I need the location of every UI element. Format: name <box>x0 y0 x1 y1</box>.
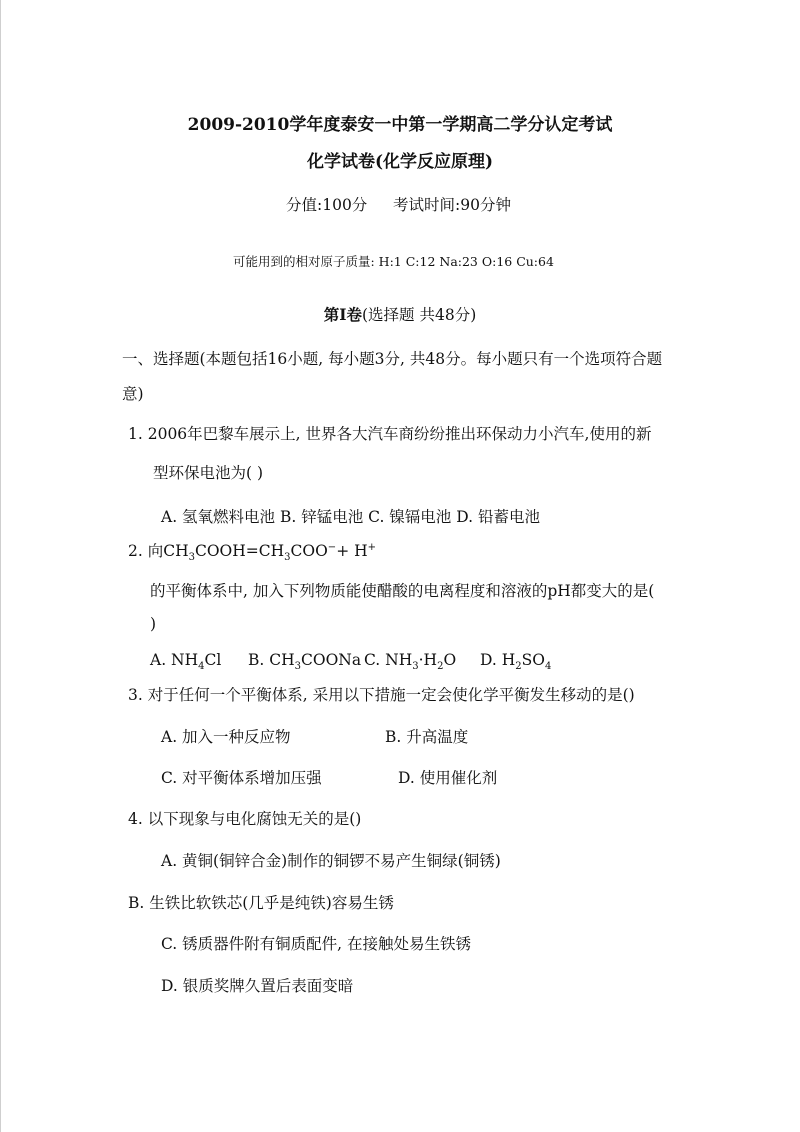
q2-option-a: A. $NH_4Cl$ <box>150 651 222 673</box>
q1-options: A. 氢氧燃料电池 B. 锌锰电池 C. 镍镉电池 D. 铅蓄电池 <box>161 508 540 526</box>
q2-formula-sub: 3 <box>188 552 195 564</box>
atomic-mass-info: 可能用到的相对原子质量: H:1 C:12 Na:23 O:16 Cu:64 <box>233 254 554 269</box>
q2-formula-h: + H <box>336 542 368 560</box>
exam-title: 2009-2010学年度泰安一中第一学期高二学分认定考试 <box>187 115 613 135</box>
q2-charge-minus: − <box>327 541 337 553</box>
q2-formula-mid: COOH=CH <box>194 542 285 560</box>
q2-formula-ch: CH <box>163 542 189 560</box>
q2-formula-tail: COO <box>290 542 328 560</box>
q3-option-b: B. 升高温度 <box>385 728 469 746</box>
q2-option-d: D. $H_2SO_4$ <box>480 651 552 673</box>
section-heading-rest: (选择题 共48分) <box>362 306 477 324</box>
q2-number: 2. 向 <box>128 542 164 560</box>
q2-stem-line-3: ) <box>150 615 157 633</box>
q2-formula-sub2: 3 <box>284 552 291 564</box>
section-heading-bold: 第I卷 <box>323 305 362 324</box>
q4-option-b: B. 生铁比软铁芯(几乎是纯铁)容易生锈 <box>128 894 394 912</box>
q2-stem-line-1 <box>128 541 377 564</box>
q3-option-d: D. 使用催化剂 <box>398 769 498 787</box>
q2-option-c: C. $NH_3\cdot H_2O$ <box>364 651 457 673</box>
q3-stem: 3. 对于任何一个平衡体系, 采用以下措施一定会使化学平衡发生移动的是() <box>128 686 635 704</box>
q1-stem-line-1: 1. 2006年巴黎车展示上, 世界各大汽车商纷纷推出环保动力小汽车,使用的新 <box>128 425 652 443</box>
section-heading <box>0 305 800 325</box>
q3-option-c: C. 对平衡体系增加压强 <box>161 769 322 787</box>
q2-stem-line-2: 的平衡体系中, 加入下列物质能使醋酸的电离程度和溶液的pH都变大的是( <box>150 582 655 600</box>
q4-stem: 4. 以下现象与电化腐蚀无关的是() <box>128 810 362 828</box>
instruction-line-1: 一、选择题(本题包括16小题, 每小题3分, 共48分。每小题只有一个选项符合题 <box>122 350 663 368</box>
q3-option-a: A. 加入一种反应物 <box>161 728 291 746</box>
q2-charge-plus: + <box>367 541 377 553</box>
q1-stem-line-2: 型环保电池为( ) <box>153 464 264 482</box>
instruction-line-2: 意) <box>122 385 144 403</box>
time-info: 考试时间:90分钟 <box>393 196 511 214</box>
exam-subtitle: 化学试卷(化学反应原理) <box>306 152 494 172</box>
score-info: 分值:100分 <box>286 196 368 214</box>
q2-option-b: B. $CH_3COONa$ <box>248 651 362 673</box>
q4-option-c: C. 锈质器件附有铜质配件, 在接触处易生铁锈 <box>161 935 472 953</box>
q4-option-a: A. 黄铜(铜锌合金)制作的铜锣不易产生铜绿(铜锈) <box>161 852 501 870</box>
q4-option-d: D. 银质奖牌久置后表面变暗 <box>161 977 354 995</box>
